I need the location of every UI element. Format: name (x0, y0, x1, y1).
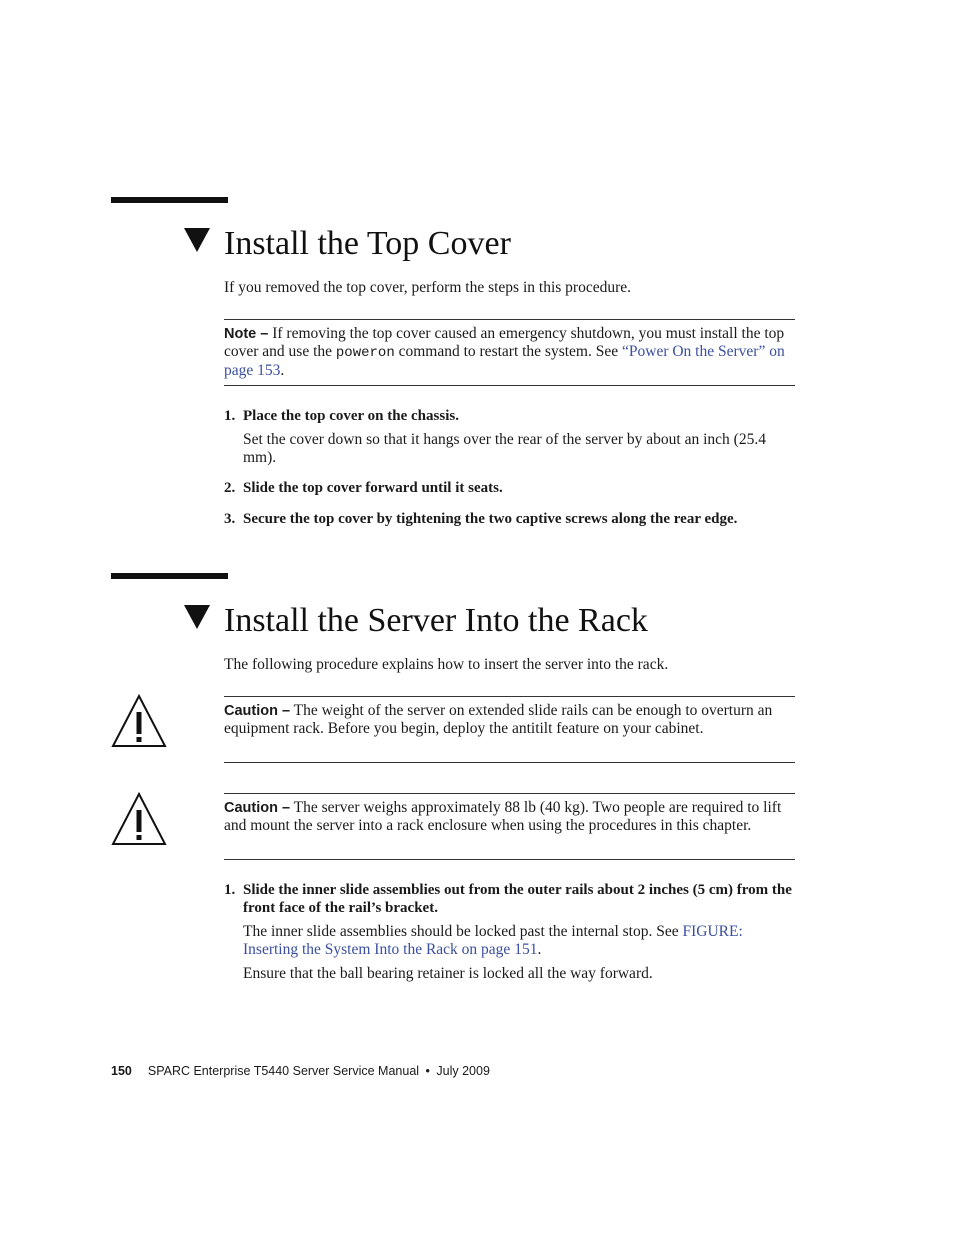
page-number: 150 (111, 1064, 132, 1078)
note-box: Note – If removing the top cover caused an emergency shutdown, you must install the top cover and use the poweron command to restart the system. See “Power On the Server” on page 153. (224, 325, 785, 379)
section-title: Install the Top Cover (224, 225, 511, 262)
section-rule (111, 197, 228, 203)
step-detail: Ensure that the ball bearing retainer is locked all the way forward. (243, 965, 653, 982)
caution-label: Caution – (224, 703, 291, 719)
warning-triangle-icon (111, 792, 167, 846)
section-title: Install the Server Into the Rack (224, 602, 648, 639)
caution-box: Caution – The server weighs approximately 88 lb (40 kg). Two people are required to lift and mount the server into a rack enclosure when using the procedures in this chapter. (224, 799, 782, 834)
note-bottom-rule (224, 385, 795, 386)
caution-label: Caution – (224, 800, 291, 816)
section-heading (184, 601, 648, 641)
command-poweron: poweron (335, 345, 395, 361)
caution-box: Caution – The weight of the server on extended slide rails can be enough to overturn an equipment rack. Before you begin, deploy the antitilt feature on your cabinet. (224, 702, 773, 737)
caution-top-rule (224, 793, 795, 794)
note-label: Note – (224, 326, 269, 342)
caution-bottom-rule (224, 762, 795, 763)
link-power-on-server[interactable]: “Power On the Server” on page 153 (224, 343, 785, 379)
publication-date: July 2009 (436, 1064, 490, 1078)
section-heading (184, 224, 511, 264)
step-item: 1. Place the top cover on the chassis. (224, 408, 459, 424)
step-detail: Set the cover down so that it hangs over the rear of the server by about an inch (25.4 mm). (243, 431, 766, 466)
note-top-rule (224, 319, 795, 320)
section-rule (111, 573, 228, 579)
caution-top-rule (224, 696, 795, 697)
step-item: 2. Slide the top cover forward until it seats. (224, 480, 503, 496)
intro-paragraph: The following procedure explains how to insert the server into the rack. (224, 656, 669, 673)
step-item: 3. Secure the top cover by tightening the two captive screws along the rear edge. (224, 511, 738, 527)
page-footer (111, 1064, 490, 1078)
down-triangle-icon (184, 605, 210, 629)
warning-triangle-icon (111, 694, 167, 748)
link-figure-inserting-system[interactable]: FIGURE: Inserting the System Into the Rack on page 151 (243, 923, 743, 958)
footer-bullet: • (425, 1064, 430, 1078)
caution-bottom-rule (224, 859, 795, 860)
step-item: 1. Slide the inner slide assemblies out from the outer rails about 2 inches (5 cm) from the front face of the rail’s bracket. (224, 882, 792, 916)
manual-title: SPARC Enterprise T5440 Server Service Manual (147, 1064, 420, 1078)
intro-paragraph: If you removed the top cover, perform the steps in this procedure. (224, 279, 631, 296)
step-detail: The inner slide assemblies should be locked past the internal stop. See FIGURE: Inserting the System Into the Rack on page 151. (243, 923, 743, 958)
down-triangle-icon (184, 228, 210, 252)
